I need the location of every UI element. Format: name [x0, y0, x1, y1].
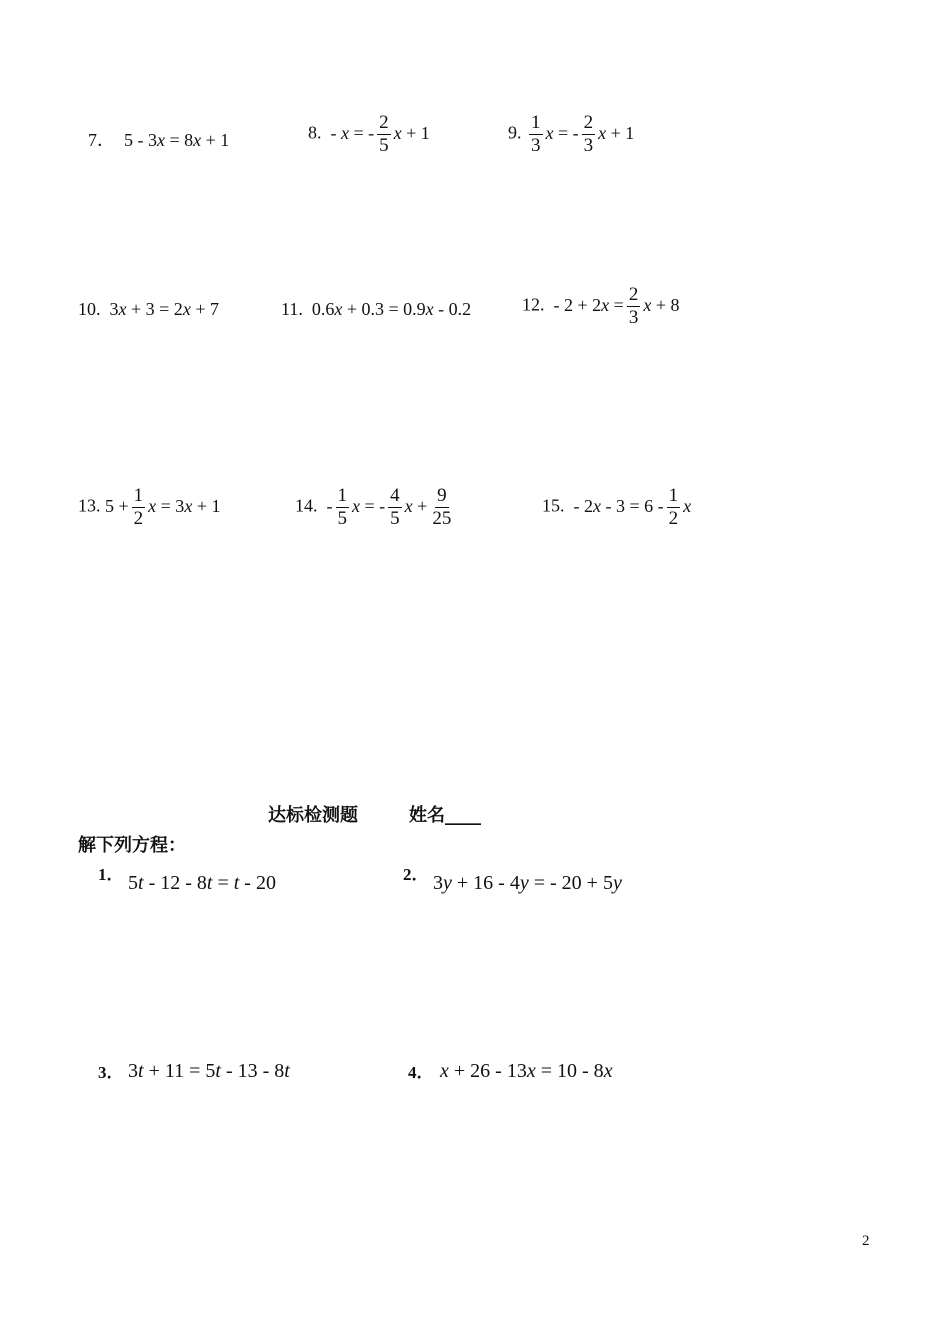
exercise-12 — [522, 285, 679, 328]
equation: 5 + $\frac{1}{2}$ x = 3x + 1 — [105, 485, 221, 529]
instruction: 解下列方程： — [78, 835, 186, 856]
exercise-9 — [508, 113, 634, 156]
equation: - 2x - 3 = 6 - $\frac{1}{2}$ x — [569, 485, 692, 529]
exercise-number: 8. — [308, 122, 322, 143]
page-number: 2 — [862, 1233, 870, 1249]
equation: - $\frac{1}{5}$ x = - $\frac{4}{5}$ x + $\frac{9}{25}$ — [322, 485, 452, 529]
exercise-number: 14. — [295, 495, 318, 516]
name-field-label: 姓名____ — [409, 805, 481, 826]
exercise-15 — [542, 486, 691, 529]
equation: - 2 + 2x = $\frac{2}{3}$ x + 8 — [549, 284, 680, 328]
exercise-number: 11. — [281, 299, 303, 319]
problem-2-equation: 3y + 16 - 4y = - 20 + 5y — [433, 872, 622, 894]
problem-number: 1． — [98, 865, 124, 884]
exercise-7 — [88, 126, 229, 152]
problem-number: 2． — [403, 865, 429, 884]
exercise-14 — [295, 486, 456, 529]
exercise-8 — [308, 113, 430, 156]
exercise-number: 7． — [88, 130, 115, 150]
equation: 0.6x + 0.3 = 0.9x - 0.2 — [307, 299, 472, 319]
equation: 5 - 3x = 8x + 1 — [119, 130, 230, 150]
exercise-number: 13. — [78, 495, 101, 516]
problem-1-equation: 5t - 12 - 8t = t - 20 — [128, 872, 276, 894]
equation: 3x + 3 = 2x + 7 — [105, 299, 219, 319]
test-title: 达标检测题 — [268, 805, 358, 826]
problem-4-equation: x + 26 - 13x = 10 - 8x — [440, 1060, 613, 1082]
exercise-number: 10. — [78, 299, 101, 319]
exercise-13 — [78, 486, 220, 529]
equation: $\frac{1}{3}$ x = - $\frac{2}{3}$ x + 1 — [531, 112, 635, 156]
problem-3-equation: 3t + 11 = 5t - 13 - 8t — [128, 1060, 290, 1082]
exercise-11 — [281, 299, 471, 320]
equation: - x = - $\frac{2}{5}$ x + 1 — [326, 112, 430, 156]
problem-number: 4． — [408, 1063, 434, 1082]
problem-number: 3． — [98, 1063, 124, 1082]
exercise-number: 15. — [542, 495, 565, 516]
exercise-number: 12. — [522, 294, 545, 315]
exercise-number: 9. — [508, 122, 522, 143]
exercise-10 — [78, 299, 219, 320]
